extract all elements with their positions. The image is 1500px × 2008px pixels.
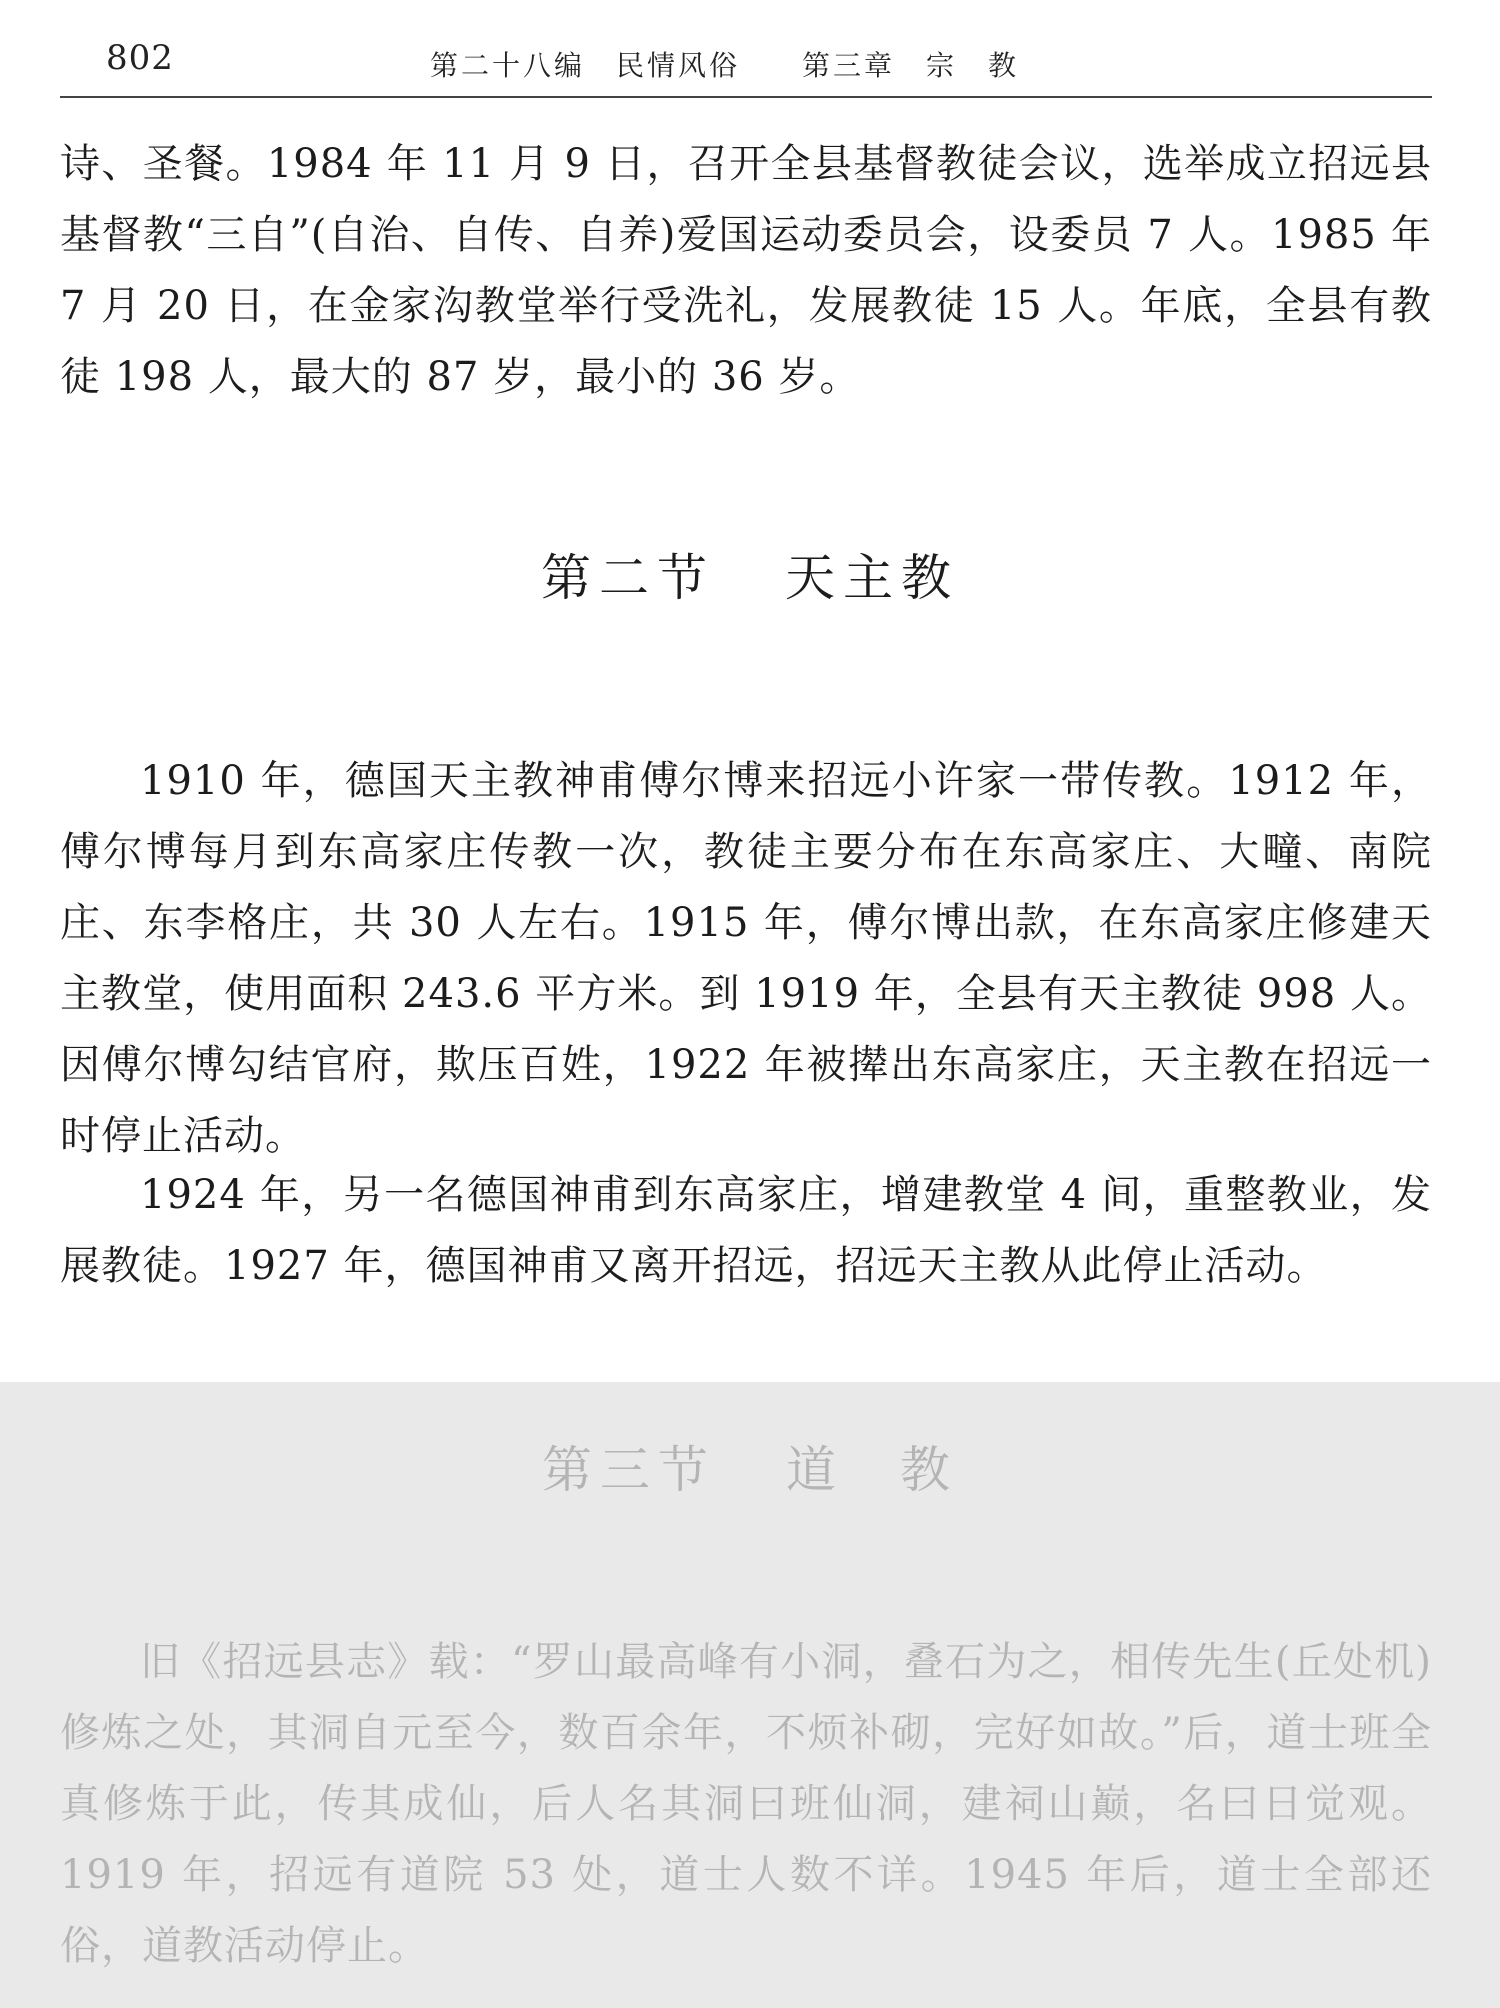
running-head: 第二十八编 民情风俗 第三章 宗 教 (430, 49, 1020, 82)
section-number: 第二节 (541, 549, 715, 607)
catholicism-paragraph-1: 1910 年，德国天主教神甫傅尔博来招远小许家一带传教。1912 年，傅尔博每月到东高家庄传教一次，教徒主要分布在东高家庄、大疃、南院庄、东李格庄，共 30 人左右。1915 年，傅尔博出款，在东高家庄修建天主教堂，使用面积 243.6 平方米。到 1919 年，全县有天主教徒 998 人。因傅尔博勾结官府，欺压百姓，1922 年被撵出东高家庄，天主教在招远一时停止活动。 (60, 758, 1432, 1159)
section-name: 天主教 (785, 549, 959, 607)
page-number: 802 (106, 38, 174, 78)
section-name-char-2: 教 (900, 1441, 958, 1499)
page-header (60, 38, 1432, 98)
continuation-paragraph: 诗、圣餐。1984 年 11 月 9 日，召开全县基督教徒会议，选举成立招远县基督教“三自”(自治、自传、自养)爱国运动委员会，设委员 7 人。1985 年 7 月 20 日，在金家沟教堂举行受洗礼，发展教徒 15 人。年底，全县有教徒 198 人，最大的 87 岁，最小的 36 岁。 (60, 141, 1432, 400)
section-title-taoism (0, 1430, 1500, 1502)
catholicism-paragraph-2: 1924 年，另一名德国神甫到东高家庄，增建教堂 4 间，重整教业，发展教徒。1927 年，德国神甫又离开招远，招远天主教从此停止活动。 (60, 1172, 1432, 1289)
section-title-catholicism (0, 538, 1500, 610)
header-rule (60, 96, 1432, 98)
taoism-paragraph: 旧《招远县志》载：“罗山最高峰有小洞，叠石为之，相传先生(丘处机)修炼之处，其洞自元至今，数百余年，不烦补砌，完好如故。”后，道士班全真修炼于此，传其成仙，后人名其洞曰班仙洞，建祠山巅，名曰日觉观。1919 年，招远有道院 53 处，道士人数不详。1945 年后，道士全部还俗，道教活动停止。 (60, 1639, 1432, 1969)
section-name-char-1: 道 (786, 1441, 844, 1499)
section-number: 第三节 (542, 1441, 716, 1499)
